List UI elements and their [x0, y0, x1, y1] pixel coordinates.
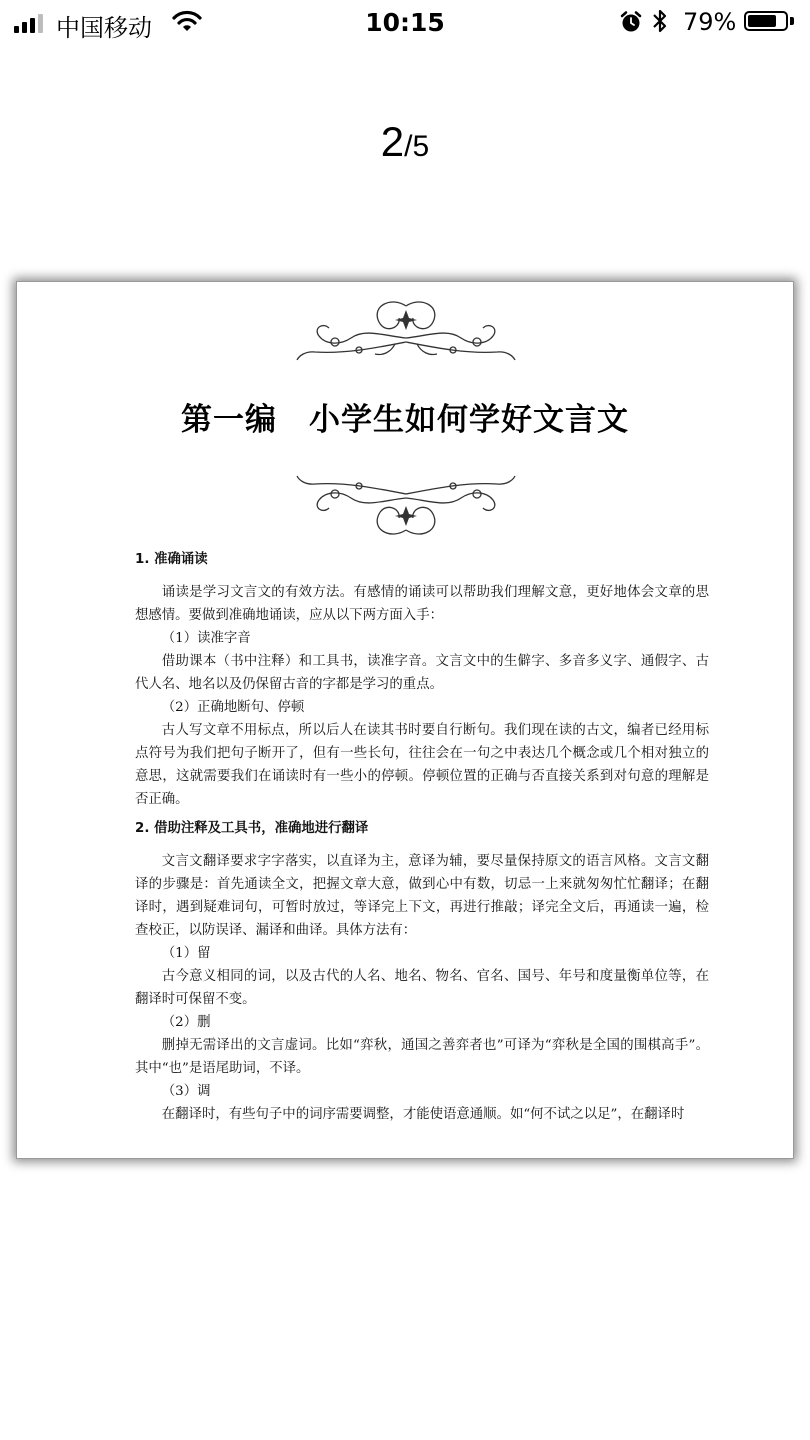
- alarm-icon: [619, 10, 643, 38]
- section-heading: 2. 借助注释及工具书，准确地进行翻译: [135, 821, 369, 836]
- paragraph: 删掉无需译出的文言虚词。比如“弈秋，通国之善弈者也”可译为“弈秋是全国的围棋高手”。其中“也”是语尾助词，不译。: [135, 1038, 709, 1076]
- battery-cap: [790, 17, 794, 25]
- document-body: [135, 548, 709, 1126]
- subsection-heading: （1）留: [161, 946, 211, 961]
- battery-level: [748, 15, 776, 27]
- subsection-heading: （3）调: [161, 1084, 211, 1099]
- document-page[interactable]: [16, 281, 794, 1159]
- paragraph: 借助课本（书中注释）和工具书，读准字音。文言文中的生僻字、多音多义字、通假字、古代人名、地名以及仍保留古音的字都是学习的重点。: [135, 654, 709, 692]
- paragraph: 古今意义相同的词，以及古代的人名、地名、物名、官名、国号、年号和度量衡单位等，在翻译时可保留不变。: [135, 969, 709, 1007]
- ornament-bottom-icon: [295, 472, 517, 538]
- section-heading: 1. 准确诵读: [135, 552, 208, 567]
- ornament-top-icon: [295, 298, 517, 364]
- status-bar: [0, 0, 810, 46]
- paragraph: 古人写文章不用标点，所以后人在读其书时要自行断句。我们现在读的古文，编者已经用标点符号为我们把句子断开了，但有一些长句，往往会在一句之中表达几个概念或几个相对独立的意思，这就需要我们在诵读时有一些小的停顿。停顿位置的正确与否直接关系到对句意的理解是否正确。: [135, 723, 709, 807]
- document-title: 第一编 小学生如何学好文言文: [181, 402, 629, 438]
- status-time: 10:15: [365, 8, 445, 37]
- carrier-name: 中国移动: [56, 14, 152, 42]
- page-total: /5: [404, 130, 430, 163]
- page-current: 2: [380, 118, 405, 165]
- paragraph: 在翻译时，有些句子中的词序需要调整，才能使语意通顺。如“何不试之以足”，在翻译时: [161, 1107, 685, 1122]
- battery-icon: [744, 11, 788, 31]
- page-counter: [0, 118, 810, 166]
- paragraph: 诵读是学习文言文的有效方法。有感情的诵读可以帮助我们理解文意，更好地体会文章的思想感情。要做到准确地诵读，应从以下两方面入手：: [135, 585, 709, 623]
- subsection-heading: （2）删: [161, 1015, 211, 1030]
- subsection-heading: （1）读准字音: [161, 631, 251, 646]
- battery-percent: 79%: [683, 8, 737, 36]
- paragraph: 文言文翻译要求字字落实，以直译为主，意译为辅，要尽量保持原文的语言风格。文言文翻译的步骤是：首先通读全文，把握文章大意，做到心中有数，切忌一上来就匆匆忙忙翻译；在翻译时，遇到疑难词句，可暂时放过，等译完上下文，再进行推敲；译完全文后，再通读一遍，检查校正，以防误译、漏译和曲译。具体方法有：: [135, 854, 709, 938]
- bluetooth-icon: [650, 8, 670, 40]
- subsection-heading: （2）正确地断句、停顿: [161, 700, 305, 715]
